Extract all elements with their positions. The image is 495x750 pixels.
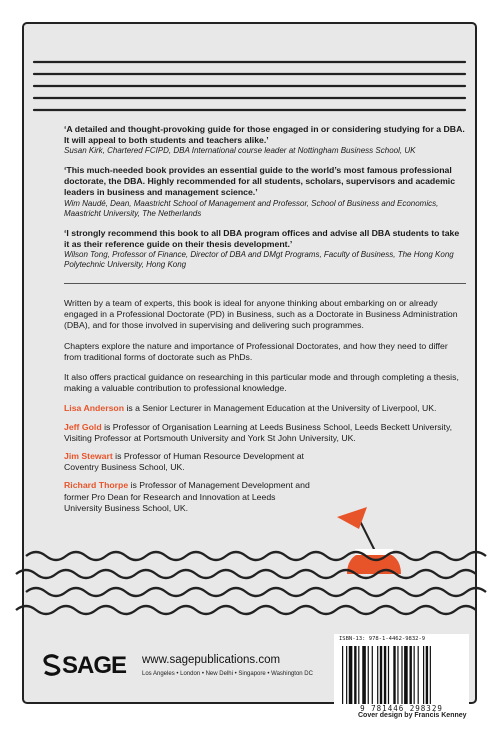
author-bio	[64, 403, 466, 414]
author-bio-text: is Professor of Management Development and former Pro Dean for Research and Innovation at Leeds University Business School, UK.	[64, 480, 310, 513]
barcode-bar	[372, 646, 373, 704]
endorsement-attribution: Wilson Tong, Professor of Finance, Director of DBA and DMgt Programs, Faculty of Business, The Hong Kong Polytechnic University, Hong Kong	[64, 249, 454, 270]
isbn-label: ISBN-13: 978-1-4462-9832-9	[339, 636, 426, 642]
author-name: Lisa Anderson	[64, 403, 125, 414]
barcode-bar	[380, 646, 382, 704]
wave-lines	[24, 544, 475, 644]
description-paragraph: Written by a team of experts, this book is ideal for anyone thinking about embarking on or already engaged in a Professional Doctorate (PD) in Business, such as a Doctorate in Business Administration (DBA), and for those involved in supervising and delivering such programmes.	[64, 297, 458, 331]
barcode-bar	[362, 646, 366, 704]
author-bio-text: is Professor of Organisation Learning at Leeds Business School, Leeds Beckett University, Visiting Professor at Portsmouth University and York St John University, UK.	[64, 421, 453, 443]
barcode-bar	[384, 646, 386, 704]
barcode-bar	[354, 646, 356, 704]
cover-credit: Cover design by Francis Kenney	[358, 712, 467, 719]
description-paragraph: Chapters explore the nature and importance of Professional Doctorates, and how they need to differ from traditional forms of doctorate such as PhDs.	[64, 340, 448, 362]
barcode-bar	[346, 646, 347, 704]
barcode-bar	[388, 646, 389, 704]
endorsement-quote: ‘A detailed and thought-provoking guide for those engaged in or considering studying for a DBA. It will appeal to both students and teachers alike.’	[64, 124, 465, 146]
barcode-bar	[430, 646, 431, 704]
barcode-bar	[426, 646, 428, 704]
endorsement-attribution: Susan Kirk, Chartered FCIPD, DBA International course leader at Nottingham Business School, UK	[64, 146, 416, 156]
sage-logo	[42, 652, 126, 680]
description-paragraph: It also offers practical guidance on researching in this particular mode and through completing a thesis, making a valuable contribution to professional knowledge.	[64, 371, 459, 394]
barcode-bar	[393, 646, 395, 704]
author-bio-text: is a Senior Lecturer in Management Education at the University of Liverpool, UK.	[124, 403, 437, 414]
publisher-block	[42, 652, 342, 692]
author-bio	[64, 422, 466, 444]
endorsement-quote: ‘This much-needed book provides an essential guide to the world’s most famous professional doctorate, the DBA. Highly recommended for all students, scholars, supervisors and academic leaders in business and management science.’	[64, 164, 456, 198]
sage-logo-text: SAGE	[62, 652, 127, 679]
author-bio	[64, 480, 314, 514]
author-name: Jeff Gold	[64, 421, 102, 432]
barcode	[334, 634, 469, 714]
barcode-bar	[342, 646, 343, 704]
publisher-url[interactable]: www.sagepublications.com	[142, 654, 281, 666]
barcode-bar	[401, 646, 402, 704]
barcode-bar	[377, 646, 378, 704]
back-cover-panel	[22, 22, 477, 713]
isbn-number: 9 781446 298329	[360, 704, 443, 713]
barcode-bar	[358, 646, 359, 704]
barcode-bar	[414, 646, 415, 704]
barcode-bar	[397, 646, 398, 704]
sage-s-icon	[42, 654, 62, 676]
author-name: Jim Stewart	[64, 450, 113, 461]
text-content	[64, 124, 466, 521]
author-bio-text: is Professor of Human Resource Development at Coventry Business School, UK.	[64, 450, 304, 473]
barcode-bar	[410, 646, 412, 704]
author-name: Richard Thorpe	[64, 480, 129, 491]
top-decorative-lines	[24, 52, 475, 124]
author-bio	[64, 451, 334, 473]
barcode-bar	[404, 646, 408, 704]
barcode-bars	[342, 646, 462, 704]
barcode-bar	[349, 646, 353, 704]
endorsement-quote: ‘I strongly recommend this book to all DBA program offices and advise all DBA students to take it as their reference guide on their thesis development.’	[64, 227, 460, 249]
barcode-bar	[418, 646, 419, 704]
divider	[64, 283, 466, 284]
publisher-cities: Los Angeles • London • New Delhi • Singapore • Washington DC	[142, 671, 313, 677]
barcode-bar	[368, 646, 369, 704]
barcode-bar	[423, 646, 424, 704]
endorsement-attribution: Wim Naudé, Dean, Maastricht School of Management and Professor, School of Business and Economics, Maastricht University, The Netherlands	[64, 198, 439, 219]
